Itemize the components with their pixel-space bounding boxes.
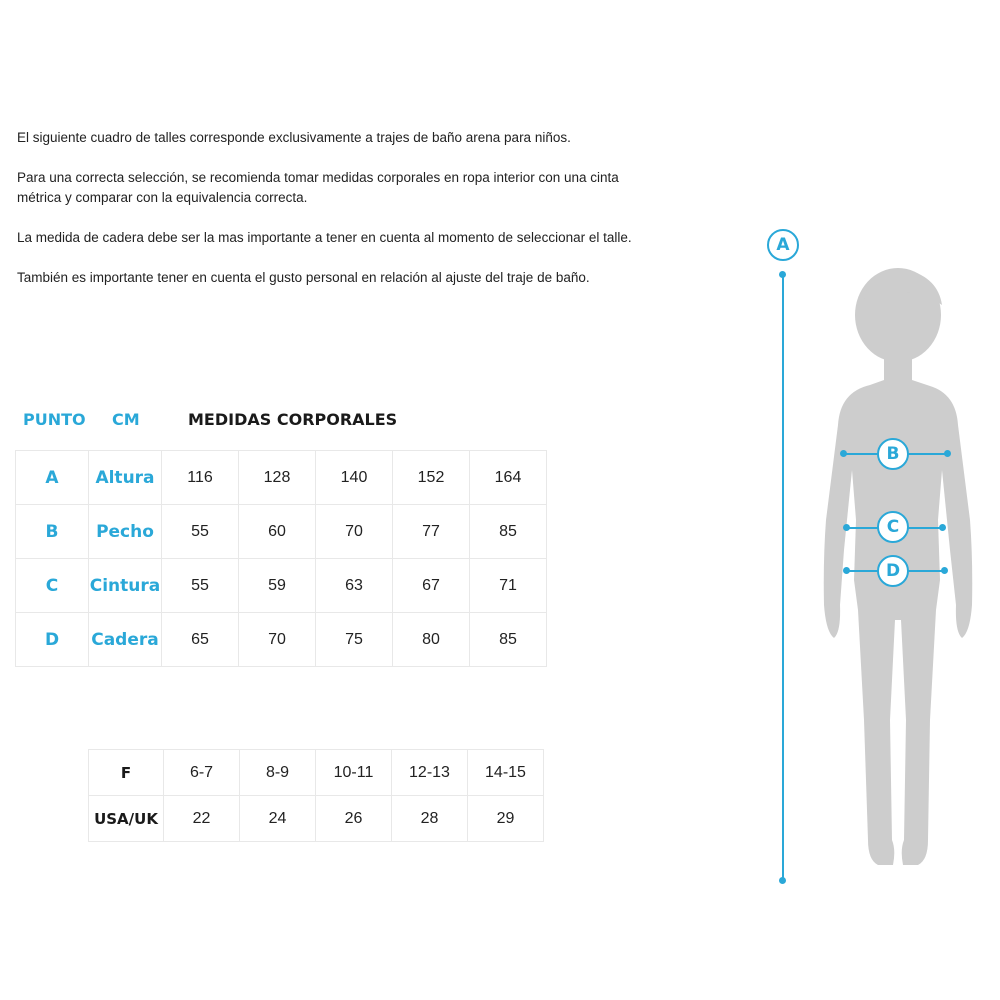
point-cell: C — [16, 559, 89, 613]
measure-label: Altura — [89, 451, 162, 505]
value-cell: 63 — [316, 559, 393, 613]
table-row — [16, 451, 547, 505]
intro-paragraph-2a: Para una correcta selección, se recomienda tomar medidas corporales en ropa interior con una cinta — [17, 170, 619, 185]
size-row-label: USA/UK — [89, 796, 164, 842]
value-cell: 71 — [470, 559, 547, 613]
point-cell: D — [16, 613, 89, 667]
value-cell: 70 — [316, 505, 393, 559]
marker-c: C — [877, 511, 909, 543]
size-cell: 12-13 — [392, 750, 468, 796]
size-cell: 8-9 — [240, 750, 316, 796]
value-cell: 59 — [239, 559, 316, 613]
value-cell: 55 — [162, 559, 239, 613]
size-cell: 29 — [468, 796, 544, 842]
point-cell: A — [16, 451, 89, 505]
value-cell: 80 — [393, 613, 470, 667]
table-row — [16, 613, 547, 667]
value-cell: 67 — [393, 559, 470, 613]
chest-line-right-dot — [944, 450, 951, 457]
value-cell: 70 — [239, 613, 316, 667]
height-line — [782, 274, 784, 880]
header-punto: PUNTO — [23, 410, 86, 429]
marker-d: D — [877, 555, 909, 587]
table-row — [16, 505, 547, 559]
waist-line-right-dot — [939, 524, 946, 531]
value-cell: 164 — [470, 451, 547, 505]
measure-label: Cadera — [89, 613, 162, 667]
size-cell: 22 — [164, 796, 240, 842]
value-cell: 65 — [162, 613, 239, 667]
measurements-table — [15, 450, 547, 667]
marker-a: A — [767, 229, 799, 261]
value-cell: 128 — [239, 451, 316, 505]
size-row-label: F — [89, 750, 164, 796]
value-cell: 85 — [470, 505, 547, 559]
value-cell: 77 — [393, 505, 470, 559]
point-cell: B — [16, 505, 89, 559]
waist-line-left-dot — [843, 524, 850, 531]
value-cell: 60 — [239, 505, 316, 559]
size-equivalence-table — [88, 749, 544, 842]
body-measurement-figure — [760, 220, 1000, 900]
size-cell: 6-7 — [164, 750, 240, 796]
measure-label: Pecho — [89, 505, 162, 559]
height-line-top-dot — [779, 271, 786, 278]
table-row — [89, 796, 544, 842]
value-cell: 116 — [162, 451, 239, 505]
value-cell: 75 — [316, 613, 393, 667]
intro-paragraph-2b: métrica y comparar con la equivalencia correcta. — [17, 190, 308, 205]
marker-b: B — [877, 438, 909, 470]
size-cell: 14-15 — [468, 750, 544, 796]
intro-paragraph-1: El siguiente cuadro de talles corresponde exclusivamente a trajes de baño arena para niños. — [17, 130, 571, 145]
value-cell: 140 — [316, 451, 393, 505]
hip-line-right-dot — [941, 567, 948, 574]
size-cell: 10-11 — [316, 750, 392, 796]
intro-paragraph-4: También es importante tener en cuenta el gusto personal en relación al ajuste del traje de baño. — [17, 270, 590, 285]
size-cell: 26 — [316, 796, 392, 842]
intro-paragraph-3: La medida de cadera debe ser la mas importante a tener en cuenta al momento de seleccionar el talle. — [17, 230, 632, 245]
size-cell: 24 — [240, 796, 316, 842]
height-line-bottom-dot — [779, 877, 786, 884]
measure-label: Cintura — [89, 559, 162, 613]
table-row — [16, 559, 547, 613]
value-cell: 152 — [393, 451, 470, 505]
chest-line-left-dot — [840, 450, 847, 457]
intro-text — [17, 128, 737, 288]
value-cell: 55 — [162, 505, 239, 559]
header-cm: CM — [112, 410, 140, 429]
hip-line-left-dot — [843, 567, 850, 574]
value-cell: 85 — [470, 613, 547, 667]
header-medidas-corporales: MEDIDAS CORPORALES — [188, 410, 398, 429]
size-cell: 28 — [392, 796, 468, 842]
table-row — [89, 750, 544, 796]
